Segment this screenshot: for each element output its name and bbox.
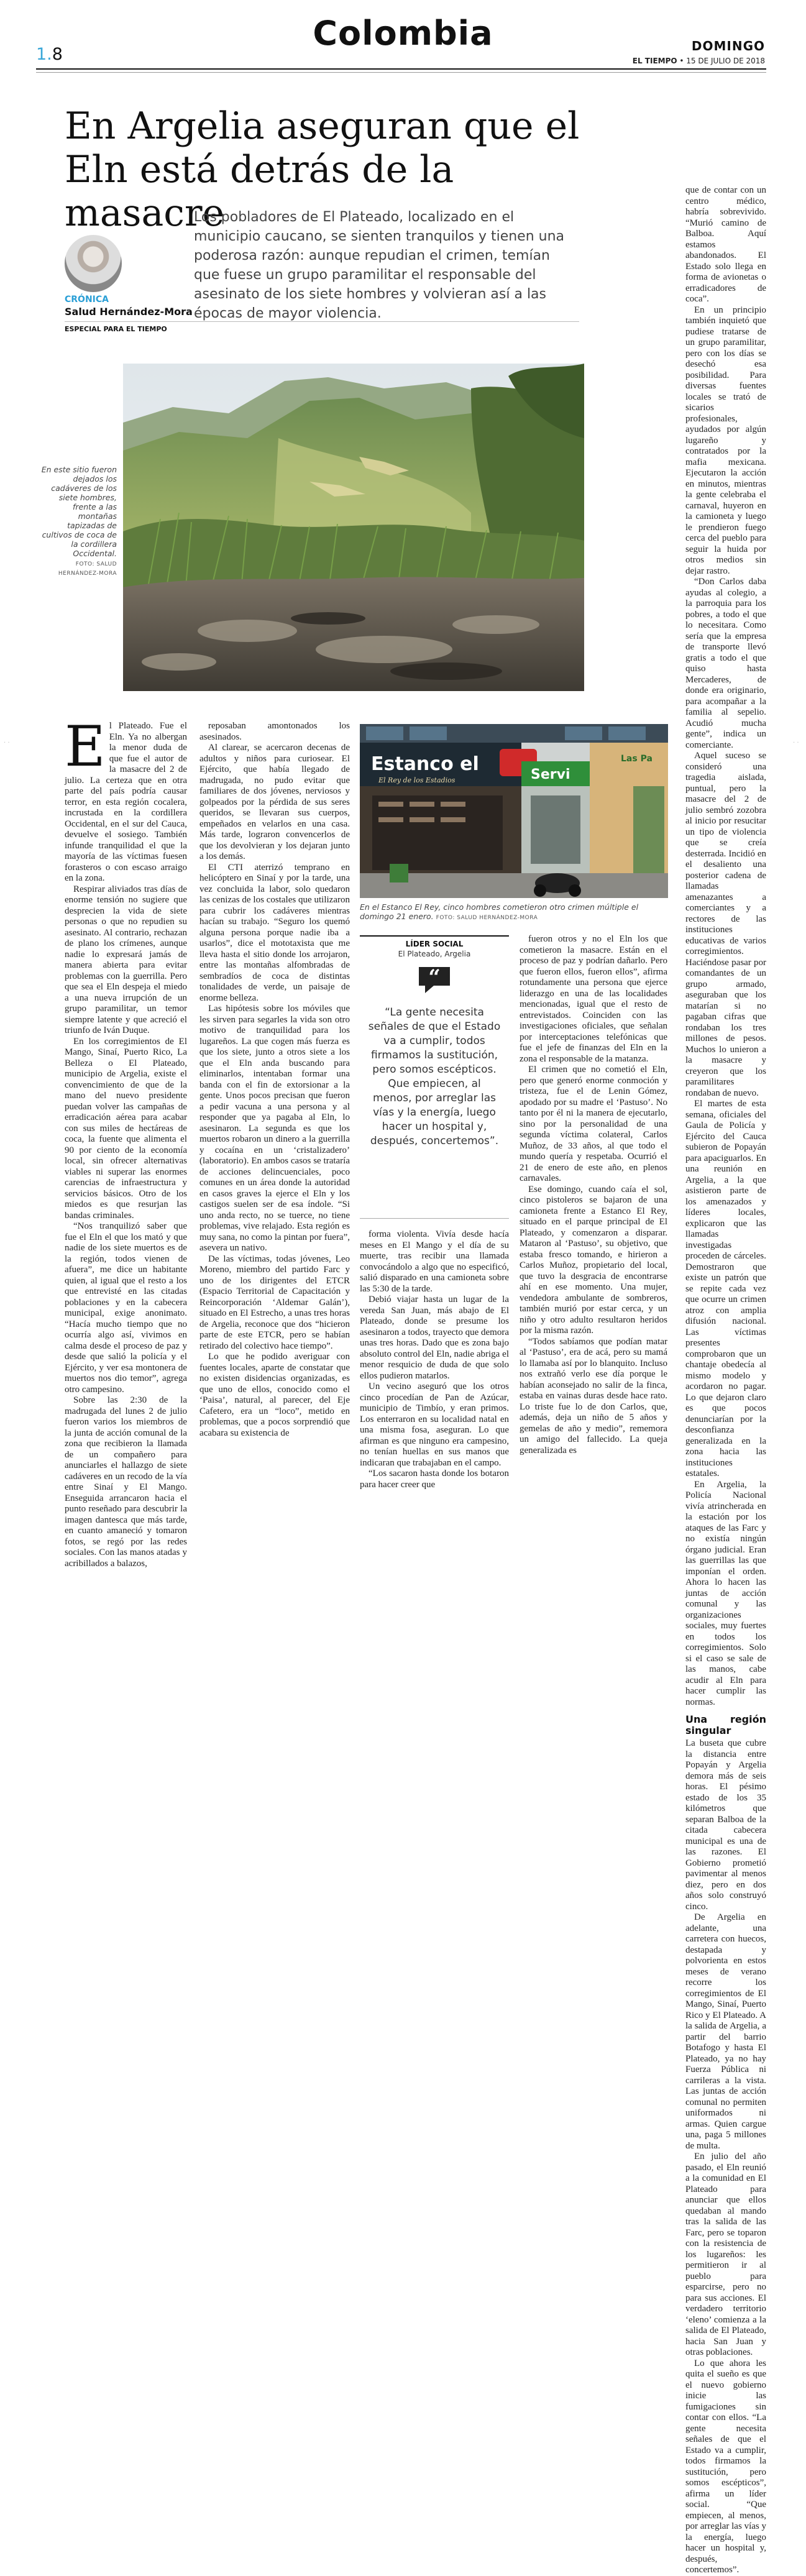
body-paragraph [199,721,350,743]
body-paragraph [520,1065,667,1185]
body-column-5 [685,185,766,2575]
paragraph-text: Un vecino aseguró que los otros cinco procedían de Pan de Azúcar, municipio de Timbío, y eran primos. Los enterraron en su localidad natal en una misma fosa, aseguran. Lo que afirman es que ninguno era campesino, no tenían huellas en sus manos que indicaran que trabajaban en el campo. [360,1382,509,1468]
main-photo-caption [39,465,117,579]
header-rule-thin [36,72,766,73]
body-paragraph [360,1295,509,1382]
store-photo-caption [360,902,668,923]
body-paragraph [360,1469,509,1490]
pull-quote-place: El Plateado, Argelia [398,950,471,958]
body-paragraph [520,934,667,1065]
paragraph-text: “Don Carlos daba ayudas al colegio, a la parroquia para los pobres, a todo el que lo necesitara. Como sería que la empresa de transporte llevó gratis a todo el que quiso hasta Mercaderes, de donde era originario, para acompañar a la familia al sepelio. Acudió mucha gente”, indica un comerciante. [685,577,766,750]
dateline: EL TIEMPO • 15 DE JULIO DE 2018 [632,57,765,65]
sign-subtext: El Rey de los Estadios [378,776,456,784]
paragraph-text: Sobre las 2:30 de la madrugada del lunes 2 de julio fueron varios los miembros de la junta de acción comunal de la zona que recibieron la llamada de un compañero para anunciarles el hallazgo de siete cadáveres en un recodo de la vía entre Sinaí y El Mango. Enseguida arrancaron hacia el punto reseñado para descubrir la imagen dantesca que más tarde, en cuanto amaneció y tomaron fotos, se regó por las redes sociales. Con las manos atadas y acribillados a balazos, [65,1395,187,1569]
main-caption-text: En este sitio fueron dejados los cadáveres de los siete hombres, frente a las montañas tapizadas de cultivos de coca de la cordillera Occidental. [41,465,117,558]
body-paragraph [520,1337,667,1457]
body-paragraph [685,2152,766,2358]
paragraph-text: “Los sacaron hasta donde los botaron para hacer creer que [360,1469,509,1490]
store-photo [360,724,668,898]
byline-divider [65,321,579,322]
body-paragraph [685,1738,766,1912]
paragraph-text: El CTI aterrizó temprano en helicóptero en Sinaí y por la tarde, una vez concluida la labor, solo quedaron las cenizas de los costales que utilizaron para cubrir los cadáveres mientras hacían su trabajo. “Seguro los quemó alguna persona porque nadie iba a usarlos”, dice el mototaxista que me lleva hasta el sitio donde los arrojaron, entre las montañas alfombradas de sembradíos de coca de distintas tonalidades de verde, un paisaje de enorme belleza. [199,862,350,1003]
main-photo [123,364,584,691]
body-paragraph [520,1185,667,1337]
paragraph-text: Al clarear, se acercaron decenas de adultos y niños para curiosear. El Ejército, que había llegado de madrugada, no pudo evitar que familiares de dos jóvenes, nerviosos y golpeados por la pérdida de sus seres queridos, se llevaran sus cuerpos, empeñados en velarlos en una casa. Más tarde, lograron convencerlos de que los devolvieran y los dejaran junto a los demás. [199,743,350,861]
paper-name: EL TIEMPO [632,57,677,65]
body-paragraph [685,577,766,751]
paragraph-text: En los corregimientos de El Mango, Sinaí, Puerto Rico, La Belleza o El Plateado, municipio de Argelia, existe el convencimiento de que de la mano del nuevo presidente puedan volver las campañas de erradicación aérea para acabar con sus miles de hectáreas de coca, la fuente que alimenta el 90 por ciento de la economía local, sin ofrecer alternativas viables ni superar las enormes carencias de infraestructura y servicios básicos. Otro de los miedos es que resurjan las bandas criminales. [65,1036,187,1221]
drop-cap: E [65,714,106,779]
body-paragraph [360,1229,509,1295]
body-paragraph [685,1099,766,1480]
page-prefix: 1. [36,45,52,64]
page-number-value: 8 [52,45,63,64]
headline: En Argelia aseguran que el Eln está detrás de la masacre [65,104,580,235]
day-label: DOMINGO [691,39,765,53]
margin-mark-right: · · [793,740,799,746]
paragraph-text: l Plateado. Fue el Eln. Ya no albergan la menor duda de que fue el autor de la masacre del 2 de julio. La certeza que en otra parte del país podría causar terror, en esta región cocalera, incrustada en la cordillera Occidental, en el sur del Cauca, devuelve el sosiego. También infunde tranquilidad el que la mayoría de las víctimas fuesen forasteros o con escaso arraigo en la zona. [65,721,187,883]
paragraph-text: Lo que he podido averiguar con fuentes locales, aparte de constatar que no existen disidencias organizadas, es que uno de ellos, conocido como el ‘Paisa’, natural, al parecer, del Eje Cafetero, era un “loco”, metido en problemas, que a pocos sorprendió que acabara su existencia de [199,1352,350,1438]
body-column-1 [65,714,187,1569]
paragraph-text: El crimen que no cometió el Eln, pero que generó enorme conmoción y tristeza, fue el de Lenin Gómez, apodado por su madre el ‘Pastuso’. No tanto por él ni la manera de ejecutarlo, sino por la personalidad de una segunda víctima colateral, Carlos Muñoz, de 33 años, al que todo el mundo quería y respetaba. Ocurrió el 21 de enero de este año, en plenos carnavales. [520,1065,667,1183]
body-column-2 [199,721,350,1513]
paragraph-text: Lo que ahora les quita el sueño es que el nuevo gobierno inicie las fumigaciones sin contar con ellos. “La gente necesita señales de que el Estado va a cumplir, todos firmamos la sustitución, pero somos escépticos”, afirma un líder social. “Que empiecen, al menos, por arreglar las vías y la energía, luego hacer un hospital y, después, concertemos”. [685,2358,766,2575]
author-avatar [65,235,122,292]
paragraph-text: En un principio también inquietó que pudiese tratarse de un grupo paramilitar, pero con los días se desechó esa posibilidad. Para diversas fuentes locales se trató de sicarios profesionales, ayudados por algún lugareño y contratados por la mafia mexicana. Ejecutaron la acción en minutos, mientras la gente celebraba el carnaval, huyeron en la camioneta y luego le prendieron fuego cerca del pueblo para seguir la huida por otros medios sin dejar rastro. [685,305,766,576]
author-name: Salud Hernández-Mora [65,306,193,318]
servi-sign-text: Servi [531,767,570,782]
body-paragraph [360,1382,509,1469]
storefront-illustration [360,724,668,898]
landscape-illustration [123,364,584,691]
body-paragraph [65,714,187,884]
pull-quote-bottom-rule [360,1218,509,1219]
pull-quote-text: “La gente necesita señales de que el Estado va a cumplir, todos firmamos la sustitución, pero somos escépticos. Que empiecen, al menos, por arreglar las vías y la energía, luego hacer un hospital y, después, concertemos”. [368,1006,501,1147]
paragraph-text: Respirar aliviados tras días de enorme tensión no sugiere que desprecien la vida de siete personas o que no repudien su asesinato. Al contrario, rechazan de plano los crímenes, aunque nadie lo expresará jamás de manera abierta para evitar problemas con la guerrilla. Pero que sea el Eln despeja el miedo a una nueva irrupción de un grupo paramilitar, un temor siempre latente y que acreció el triunfo de Iván Duque. [65,884,187,1035]
paragraph-text: “Nos tranquilizó saber que fue el Eln el que los mató y que nadie de los siete muertos es de la región, todos vienen de afuera”, me dice un habitante quien, al igual que el resto a los que entrevisté en las citadas poblaciones y en la cabecera municipal, exige anonimato. “Hacía mucho tiempo que no ocurría algo así, vivimos en calma desde el proceso de paz y desde que salió la policía y el Ejército, y ver esa montonera de muertos nos dio temor”, agrega otro campesino. [65,1221,187,1395]
svg-text:“: “ [428,965,441,990]
margin-mark-left: · · [4,740,10,746]
store-photo-credit: FOTO: SALUD HERNÁNDEZ-MORA [436,915,538,921]
paragraph-text: El martes de esta semana, oficiales del Gaula de Policía y Ejército del Cauca subieron de Popayán para apaciguarlos. En una reunión en Argelia, a la que asistieron parte de los amenazados y líderes locales, explicaron que las llamadas investigadas proceden de cárceles. Demostraron que existe un patrón que se repite cada vez que ocurre un crimen atroz con amplia difusión nacional. Las víctimas presentes comprobaron que un chantaje obedecía al mismo modelo y acordaron no pagar. Lo que dejaron claro es que pocos denunciarían por la desconfianza generalizada en la zona hacia las instituciones estatales. [685,1099,766,1478]
paragraph-text: Las hipótesis sobre los móviles que les sirven para segarles la vida son otro motivo de tranquilidad para los lugareños. La que cogen más fuerza es que los siete, junto a otros siete a los que el Eln anda buscando para eliminarlos, intentaban formar una banda con el fin de extorsionar a la gente. Unos pocos precisan que fueron a pedir vacuna a una persona y al responder que ya pagaba al Eln, lo asesinaron. La segunda es que los muertos robaron un dinero a la guerrilla y cocaína en un ‘cristalizadero’ (laboratorio). En ambos casos se trataría de acciones delincuenciales, poco comunes en un área donde la autoridad en casos graves la ejerce el Eln y los castigos suelen ser de esa índole. “Si uno anda recto, no se tuerce, no tiene problemas, vive relajado. Esta región es muy sana, no como la pintan por fuera”, asevera un nativo. [199,1004,350,1253]
special-credit: ESPECIAL PARA EL TIEMPO [65,325,167,333]
body-paragraph [685,1912,766,2152]
paragraph-text: En Argelia, la Policía Nacional vivía atrincherada en la estación por los ataques de las Farc y no existía ningún órgano judicial. Eran las guerrillas las que imponían el orden. Ahora lo hacen las juntas de acción comunal y las organizaciones sociales, muy fuertes en todos los corregimientos. Solo si el caso se sale de las manos, cabe acudir al Eln para hacer cumplir las normas. [685,1479,766,1707]
paragraph-text: En julio del año pasado, el Eln reunió a la comunidad en El Plateado para anunciar que ellos quedaban al mando tras la salida de las Farc, pero se toparon con la resistencia de los lugareños: les permitieron ir al pueblo para esparcirse, pero no para sus acciones. El verdadero territorio ‘eleno’ comienza a la salida de El Plateado, hacia San Juan y otras poblaciones. [685,2152,766,2357]
body-paragraph [199,1004,350,1254]
paragraph-text: De las víctimas, todas jóvenes, Leo Moreno, miembro del partido Farc y uno de los dirigentes del ETCR (Espacio Territorial de Capacitación y Reincorporación ‘Aldemar Galán’), situado en El Estrecho, a unas tres horas de Argelia, reconoce que dos “hicieron parte de este ETCR, pero se habían retirado del colectivo hace tiempo”. [199,1254,350,1351]
body-paragraph [685,1480,766,1708]
paragraph-text: que de contar con un centro médico, habría sobrevivido. “Murió camino de Balboa. Aquí estamos abandonados. El Estado solo llega en forma de avionetas o erradicadores de coca”. [685,185,766,304]
body-paragraph [65,1221,187,1395]
body-paragraph [685,305,766,577]
body-paragraph [199,743,350,863]
subheading: Una región singular [685,1713,766,1736]
body-paragraph [199,1352,350,1439]
paragraph-text: Aquel suceso se consideró una tragedia aislada, puntual, pero la masacre del 2 de julio sembró zozobra al inicio por resucitar un tipo de violencia que se creía desterrada. Incidió en el desaliento una posterior cadena de llamadas amenazantes a comerciantes y a rectores de las instituciones educativas de varios corregimientos. Haciéndose pasar por comandantes de un grupo armado, aseguraban que los matarían si no pagaban cifras que rondaban los tres millones de pesos. Muchos lo unieron a la masacre y creyeron que los paramilitares rondaban de nuevo. [685,751,766,1098]
section-title: Colombia [313,14,493,53]
body-column-3 [360,1229,509,1515]
side-sign-text: Las Pa [621,754,653,764]
body-paragraph [65,1037,187,1222]
body-paragraph [65,1395,187,1569]
body-paragraph [65,884,187,1037]
body-paragraph [685,185,766,305]
body-paragraph [685,2358,766,2576]
main-photo-credit: FOTO: SALUD HERNÁNDEZ-MORA [58,561,117,577]
paragraph-text: Ese domingo, cuando caía el sol, cinco pistoleros se bajaron de una camioneta frente a Estanco El Rey, situado en el parque principal de El Plateado, y comenzaron a disparar. Mataron al ‘Pastuso’, su objetivo, que estaba fresco tomando, e hirieron a Carlos Muñoz, propietario del local, que tuvo la desgracia de encontrarse ahí en ese momento. Una mujer, vendedora ambulante de sombreros, también murió por estar cerca, y un niño y otro adulto resultaron heridos por la misma razón. [520,1184,667,1336]
paragraph-text: fueron otros y no el Eln los que cometieron la masacre. Están en el proceso de paz y podrían dañarlo. Pero que fueron ellos, fueron ellos”, afirma rotundamente una persona que ejerce liderazgo en una de las localidades mencionadas, igual que el resto de entrevistados. Coinciden con las investigaciones oficiales, que señalan por interceptaciones telefónicas que fue el jefe de finanzas del Eln en la zona el responsable de la matanza. [520,934,667,1064]
paragraph-text: forma violenta. Vivía desde hacía meses en El Mango y el día de su muerte, tras recibir una llamada convocándolo a algo que no especificó, salió disparado en una camioneta sobre las 5:30 de la tarde. [360,1229,509,1294]
pull-quote-rule [360,935,509,937]
store-caption-text: En el Estanco El Rey, cinco hombres cometieron otro crimen múltiple el domingo 21 enero. [360,902,639,921]
issue-date: 15 DE JULIO DE 2018 [686,57,765,65]
body-column-4 [520,934,667,1515]
paragraph-text: La buseta que cubre la distancia entre Popayán y Argelia demora más de seis horas. El pésimo estado de los 35 kilómetros que separan Balboa de la citada cabecera municipal es una de las razones. El Gobierno prometió pavimentar al menos diez, pero en dos años solo construyó cinco. [685,1738,766,1912]
quote-mark-icon [416,965,452,994]
lede: Los pobladores de El Plateado, localizado en el municipio caucano, se sienten tranquilos y tienen una poderosa razón: aunque repudian el crimen, temían que fuese un grupo paramilitar el responsable del asesinato de los siete hombres y volvieran así a las épocas de mayor violencia. [194,209,565,321]
sign-text: Estanco el [371,753,479,775]
article-kicker: CRÓNICA [65,295,109,305]
paragraph-text: De Argelia en adelante, una carretera con huecos, destapada y polvorienta en estos meses de verano recorre los corregimientos de El Mango, Sinaí, Puerto Rico y El Plateado. A la salida de Argelia, a partir del barrio Botafogo y hasta El Plateado, ya no hay Fuerza Pública ni carrileras a la vista. Las juntas de acción comunal no permiten uniformados ni armas. Quien cargue una, paga 5 millones de multa. [685,1912,766,2151]
paragraph-text: Debió viajar hasta un lugar de la vereda San Juan, más abajo de El Plateado, donde se presume los asesinaron a todos, trayecto que demora unas tres horas. Dado que es zona bajo absoluto control del Eln, nadie abriga el menor resquicio de duda de que solo ellos pudieron matarlos. [360,1295,509,1381]
header-rule [36,68,766,70]
body-paragraph [199,863,350,1004]
paragraph-text: reposaban amontonados los asesinados. [199,721,350,742]
body-paragraph [685,751,766,1099]
paragraph-text: “Todos sabíamos que podían matar al ‘Pastuso’, era de acá, pero su mamá lo llamaba así por lo blanquito. Incluso nos extrañó verlo ese día porque le habían aconsejado no salir de la finca, estaba en vainas duras desde hace rato. Lo triste fue lo de don Carlos, que, además, deja un niño de 5 años y gemelas de año y medio”, rememora un amigo del fallecido. La queja generalizada es [520,1336,667,1455]
pull-quote-kicker: LÍDER SOCIAL [405,940,464,948]
body-paragraph [199,1254,350,1352]
